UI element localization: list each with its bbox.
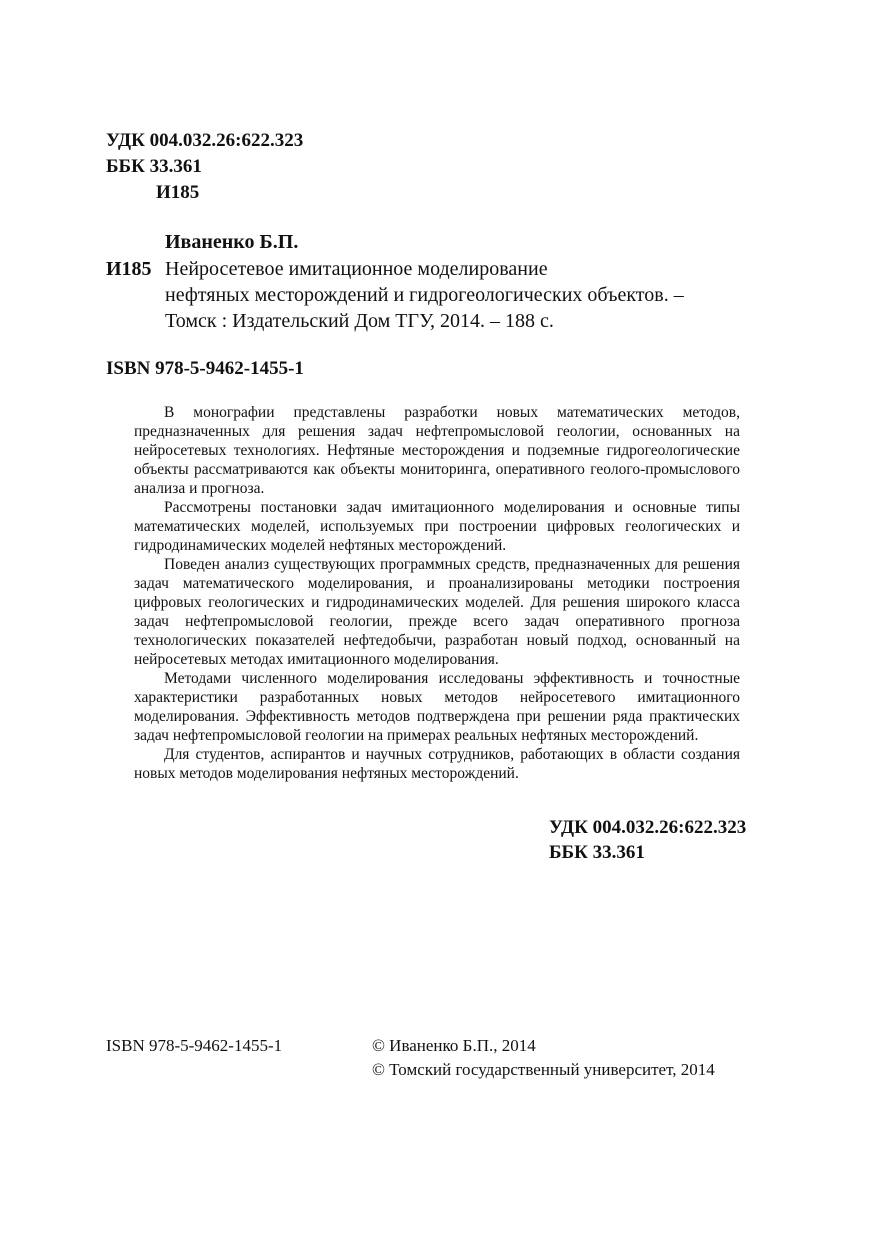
udk-code: УДК 004.032.26:622.323 <box>549 817 747 838</box>
isbn-heading: ISBN 978-5-9462-1455-1 <box>106 358 304 379</box>
annotation-paragraph: Поведен анализ существующих программных средств, предназначенных для решения задач математического моделирования, и проанализированы методики построения цифровых геологических и гидродинамических моделей. Для решения широкого класса задач нефтепромысловой геологии, прежде всего задач оперативного прогноза технологических показателей нефтедобычи, разработан новый подход, основанный на нейросетевых методах имитационного моделирования. <box>134 556 740 668</box>
call-number: И185 <box>106 258 152 280</box>
annotation-paragraph: Для студентов, аспирантов и научных сотрудников, работающих в области создания новых методов моделирования нефтяных месторождений. <box>134 746 740 782</box>
author-mark: И185 <box>156 182 200 203</box>
annotation-paragraph: Методами численного моделирования исследованы эффективность и точностные характеристики разработанных новых методов нейросетевого имитационного моделирования. Эффективность методов подтверждена при решении ряда практических задач нефтепромысловой геологии на примерах реальных нефтяных месторождений. <box>134 670 740 744</box>
copyright-author: © Иваненко Б.П., 2014 <box>372 1036 536 1055</box>
annotation-paragraph: Рассмотрены постановки задач имитационного моделирования и основные типы математических моделей, используемых при построении цифровых геологических и гидродинамических моделей нефтяных месторождений. <box>134 499 740 554</box>
bibliographic-title <box>165 256 785 334</box>
udk-code: УДК 004.032.26:622.323 <box>106 130 304 151</box>
author-name: Иваненко Б.П. <box>165 231 299 253</box>
title-line: Томск : Издательский Дом ТГУ, 2014. – 188 с. <box>165 310 554 332</box>
classification-codes-header <box>106 128 303 206</box>
copyright-block <box>372 1034 715 1082</box>
isbn-footer: ISBN 978-5-9462-1455-1 <box>106 1036 283 1055</box>
bbk-code: ББК 33.361 <box>106 156 202 177</box>
annotation-paragraph: В монографии представлены разработки новых математических методов, предназначенных для решения задач нефтепромысловой геологии, основанных на нейросетевых технологиях. Нефтяные месторождения и подземные гидрогеологические объекты рассматриваются как объекты мониторинга, оперативного геолого-промыслового анализа и прогноза. <box>134 404 740 497</box>
bbk-code: ББК 33.361 <box>549 842 645 863</box>
title-line: Нейросетевое имитационное моделирование <box>165 258 548 280</box>
annotation-text <box>134 403 740 783</box>
classification-codes-footer <box>549 815 746 865</box>
title-line: нефтяных месторождений и гидрогеологических объектов. – <box>165 284 684 306</box>
copyright-university: © Томский государственный университет, 2014 <box>372 1060 715 1079</box>
